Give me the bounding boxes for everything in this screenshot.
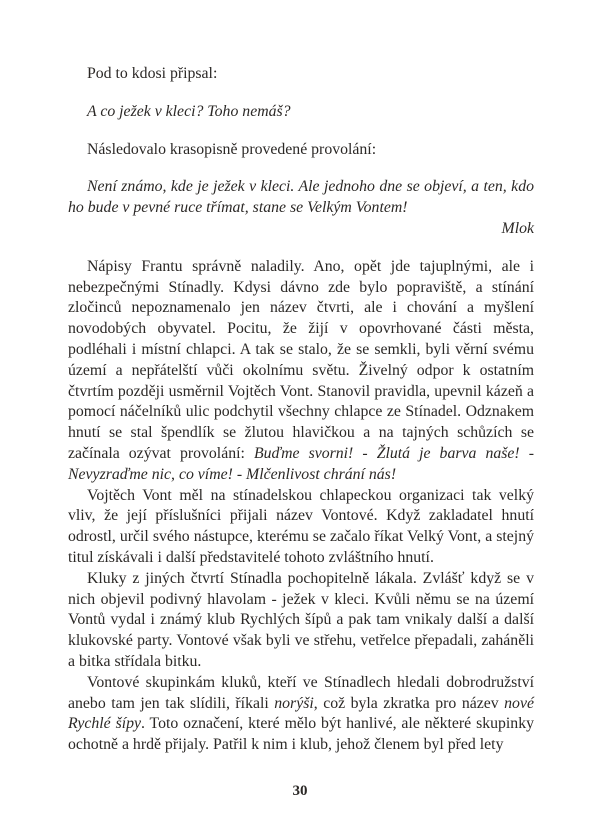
paragraph <box>68 673 534 756</box>
text-run: Vontové skupinkám kluků, kteří ve Stínadlech hledali dobrodružství anebo tam jen tak slídili, říkali <box>68 673 534 712</box>
intro-line: Pod to kdosi připsal: <box>87 65 218 82</box>
intro-line-2: Následovalo krasopisně provedené provolání: <box>87 140 377 158</box>
paragraph <box>68 486 534 569</box>
text-run: Vojtěch Vont měl na stínadelskou chlapeckou organizaci tak velký vliv, že její příslušníci přijali název Vontové. Když zakladatel hnutí odrostl, určil svého nástupce, kterému se začalo říkat Velký Vont, a stejný titul získávali i další představitelé tohoto zvláštního hnutí. <box>68 486 534 566</box>
text-run: . Toto označení, které mělo být hanlivé, ale některé skupinky ochotně a hrdě přijaly. Patřil k nim i klub, jehož členem byl před lety <box>68 715 534 754</box>
paragraph <box>68 569 534 673</box>
proclamation-text: Není známo, kde je ježek v kleci. Ale jednoho dne se objeví, a ten, kdo ho bude v pevné ruce třímat, stane se Velkým Vontem! <box>68 178 534 217</box>
signature: Mlok <box>501 219 534 237</box>
text-run: Buďme svorni! - Žlutá je barva naše! - Nevyzraďme nic, co víme! - Mlčenlivost chrání nás! <box>68 444 534 483</box>
handwritten-quote: A co ježek v kleci? Toho nemáš? <box>87 102 291 120</box>
text-run: , což byla zkratka pro název <box>313 694 505 712</box>
paragraph <box>68 257 534 486</box>
page-number: 30 <box>292 783 308 799</box>
body-text <box>68 257 534 756</box>
text-run: norýši <box>274 694 314 712</box>
text-run: nové Rychlé šípy <box>68 694 534 733</box>
text-run: Nápisy Frantu správně naladily. Ano, opět jde tajuplnými, ale i nebezpečnými Stínadly. Kdysi dávno zde bylo popraviště, a stínání zločinců nepoznamenalo jen název čtvrti, ale i chování a myšlení novodobých obyvatel. Pocitu, že žijí v opovrhované části města, podléhali i místní chlapci. A tak se stalo, že se semkli, byli věrní svému území a nepřátelští vůči okolnímu světu. Živelný odpor k ostatním čtvrtím později usměrnil Vojtěch Vont. Stanovil pravidla, upevnil kázeň a pomocí náčelníků ulic podchytil všechny chlapce ze Stínadel. Odznakem hnutí se stal špendlík se žlutou hlavičkou a na tajných schůzích se začínala ozývat provolání: <box>68 257 534 462</box>
text-column <box>68 64 534 756</box>
text-run: Kluky z jiných čtvrtí Stínadla pochopitelně lákala. Zvlášť když se v nich objevil podivný hlavolam - ježek v kleci. Kvůli němu se na území Vontů vydal i známý klub Rychlých šípů a pak tam vnikaly další a další klukovské party. Vontové však byli ve střehu, vetřelce přepadali, zaháněli a bitka střídala bitku. <box>68 569 534 670</box>
